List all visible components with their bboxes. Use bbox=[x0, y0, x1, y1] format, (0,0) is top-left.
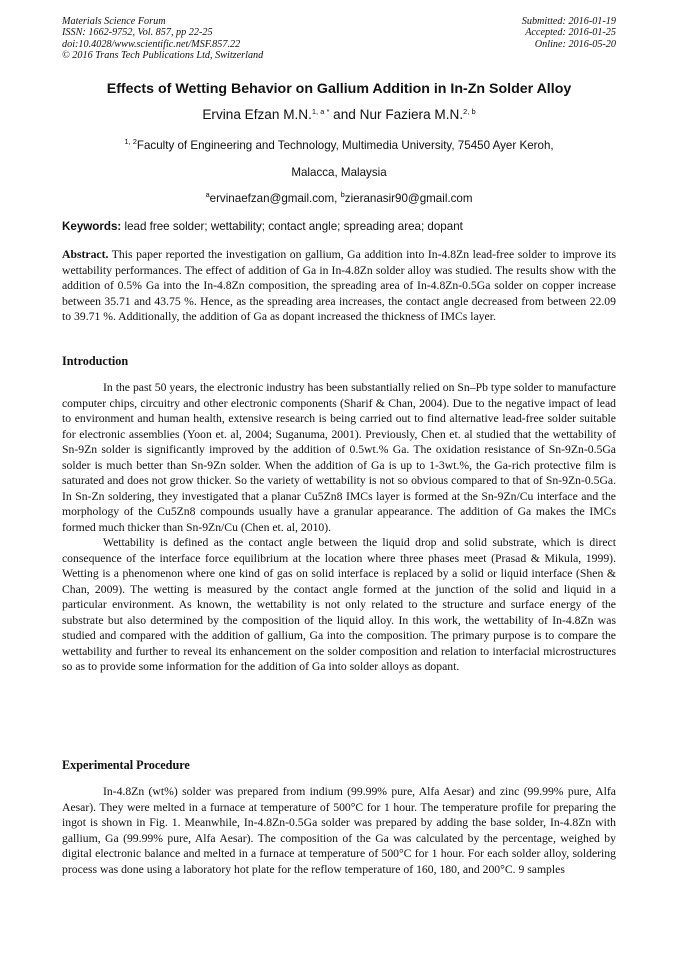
abstract-label: Abstract. bbox=[62, 248, 109, 261]
keywords-text: lead free solder; wettability; contact angle; spreading area; dopant bbox=[121, 220, 463, 233]
author-1-marker: 1, a * bbox=[311, 107, 330, 116]
abstract-text: This paper reported the investigation on gallium, Ga addition into In-4.8Zn lead-free solder to improve its wettability performances. The effect of addition of Ga in In-4.8Zn solder alloy was studied. The results show with the addition of 0.5% Ga into the In-4.8Zn composition, the spreading area of In-4.8Zn-0.5Ga solder on copper increase between 35.71 and 43.75 %. Hence, as the spreading area increases, the contact angle decreased from between 22.09 to 39.71 %. Additionally, the addition of Ga as dopant increased the thickness of IMCs layer. bbox=[62, 248, 616, 323]
experimental-paragraph-1: In-4.8Zn (wt%) solder was prepared from indium (99.99% pure, Alfa Aesar) and zinc (99.99% pure, Alfa Aesar). They were melted in a furnace at temperature of 500°C for 1 hour. The temperature profile for preparing the ingot is shown in Fig. 1. Meanwhile, In-4.8Zn-0.5Ga solder was prepared by adding the base solder, In-4.8Zn with gallium, Ga (99.99% pure, Alfa Aesar). The composition of the Ga was calculated by the percentage, weighed by digital electronic balance and melted in a furnace at temperature of 500°C for 1 hour. For each solder alloy, soldering process was done using a laboratory hot plate for the reflow temperature of 160, 180, and 200°C. 9 samples bbox=[62, 785, 616, 876]
copyright-line: © 2016 Trans Tech Publications Ltd, Switzerland bbox=[62, 50, 264, 62]
accepted-date: Accepted: 2016-01-25 bbox=[525, 27, 616, 39]
journal-name: Materials Science Forum bbox=[62, 16, 166, 27]
email-line bbox=[0, 192, 678, 205]
affiliation-marker: 1, 2 bbox=[124, 137, 137, 146]
author-line bbox=[0, 107, 678, 122]
affiliation-line-2: Malacca, Malaysia bbox=[291, 166, 387, 179]
doi-line: doi:10.4028/www.scientific.net/MSF.857.22 bbox=[62, 38, 241, 50]
paper-title: Effects of Wetting Behavior on Gallium Addition in In-Zn Solder Alloy bbox=[106, 81, 572, 97]
introduction-paragraph-2: Wettability is defined as the contact angle between the liquid drop and solid substrate, which is direct consequence of the interface force equilibrium at the location where three phases meet (Prasad & Mikula, 1999). Wetting is a phenomenon where one kind of gas on solid interface is replaced by a solid or liquid interface (Shen & Chan, 2009). The wetting is measured by the contact angle formed at the junction of the solid and liquid in a particular environment. As known, the wettability is not only related to the structure and surface energy of the substrate but also determined by the composition of the liquid alloy. In this work, the wettability of In-4.8Zn was studied and compared with the addition of gallium, Ga into the composition. The primary purpose is to compare the wettability and further to reveal its enhancement on the solder composition and relation to interfacial microstructures so as to provide some information for the addition of Ga into solder alloys as dopant. bbox=[62, 536, 616, 673]
author-2: Nur Faziera M.N. bbox=[359, 107, 464, 122]
issn-line: ISSN: 1662-9752, Vol. 857, pp 22-25 bbox=[62, 27, 213, 39]
submitted-date: Submitted: 2016-01-19 bbox=[521, 16, 616, 27]
author-conjunction: and bbox=[329, 107, 360, 122]
keywords-label: Keywords: bbox=[62, 220, 122, 233]
publication-dates bbox=[522, 16, 616, 50]
affiliation-text: Faculty of Engineering and Technology, Multimedia University, 75450 Ayer Keroh, bbox=[136, 139, 554, 152]
journal-info bbox=[62, 16, 263, 62]
introduction-paragraph-1: In the past 50 years, the electronic industry has been substantially relied on Sn–Pb type solder to manufacture computer chips, circuitry and other electronic components (Sharif & Chan, 2004). Due to the negative impact of lead to environment and human health, extensive research is being carried out to find alternative lead-free solder suitable for electronic assemblies (Yoon et. al, 2004; Suganuma, 2001). Previously, Chen et. al studied that the wettability of Sn-9Zn solder is significantly improved by the addition of 0.5wt.% Ga. The oxidation resistance of Sn-9Zn-0.5Ga solder is much better than Sn-9Zn solder. When the addition of Ga is up to 1-3wt.%, the Ga-rich protective film is saturated and does not grow thicker. So the variety of wettability is not so obvious compared to that of Sn-9Zn-0.5Ga. In Sn-Zn soldering, they investigated that a planar Cu5Zn8 IMCs layer is formed at the Sn-9Zn/Cu interface and the morphology of the Cu5Zn8 compounds usually have a granular appearance. The addition of Ga makes the IMCs formed much thicker than Sn-9Zn/Cu (Chen et. al, 2010). bbox=[62, 381, 616, 534]
affiliation-line-1 bbox=[0, 139, 678, 152]
online-date: Online: 2016-05-20 bbox=[534, 38, 616, 50]
author-2-marker: 2, b bbox=[463, 107, 476, 116]
email-b: zieranasir90@gmail.com bbox=[344, 192, 473, 205]
author-1: Ervina Efzan M.N. bbox=[202, 107, 312, 122]
introduction-body bbox=[62, 380, 616, 675]
abstract bbox=[62, 247, 616, 325]
experimental-body bbox=[62, 784, 616, 877]
keywords bbox=[62, 220, 622, 233]
introduction-heading: Introduction bbox=[62, 354, 129, 368]
experimental-heading: Experimental Procedure bbox=[62, 758, 190, 772]
email-b-marker: b bbox=[340, 190, 345, 199]
email-a: ervinaefzan@gmail.com, bbox=[209, 192, 341, 205]
email-a-marker: a bbox=[205, 190, 210, 199]
